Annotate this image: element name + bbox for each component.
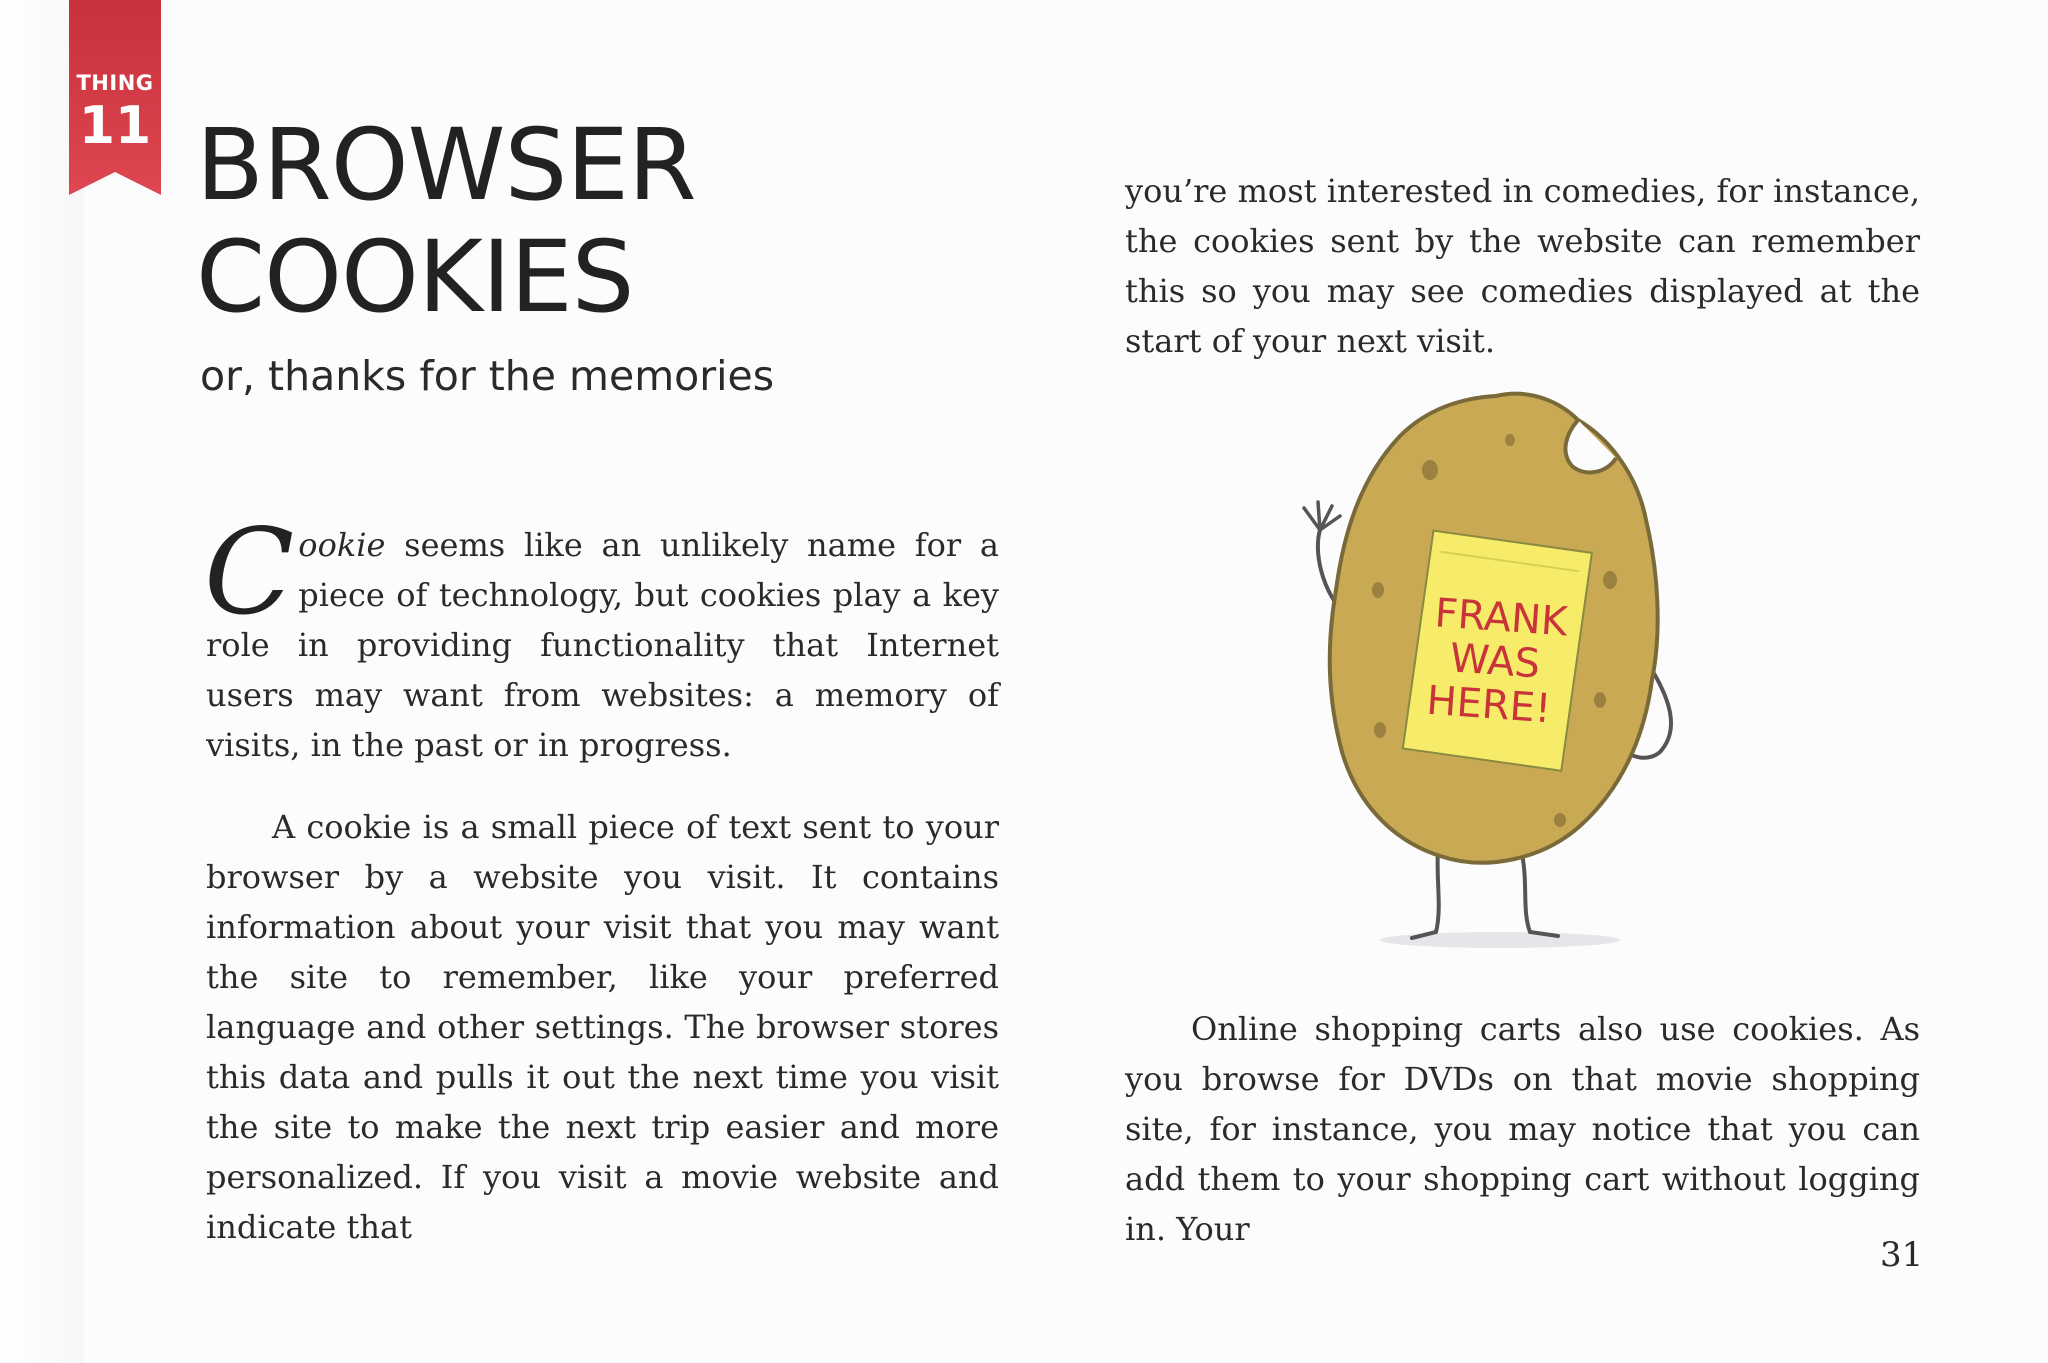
paragraph-3: you’re most interested in comedies, for instance, the cookies sent by the website can remember this so you may see comedies displayed at the start of your next visit. [1125,172,1920,360]
chapter-subtitle: or, thanks for the memories [200,352,775,400]
ribbon-number: 11 [78,96,152,156]
cookie-character-drawing [1260,380,1740,970]
paragraph-1-text: seems like an unlikely name for a piece of technology, but cookies play a key role in providing functionality that Internet users may want from websites: a memory of visits, in the past or in progress. [206,526,999,764]
left-column [204,503,999,1252]
chapter-title-line1: BROWSER [196,108,696,223]
ribbon-label: THING [76,71,154,95]
note-text-line1: FRANK [1433,590,1569,646]
lead-italic-word: ookie [298,526,386,564]
chapter-ribbon [69,0,161,195]
note-text-line2: WAS [1448,635,1542,688]
page-edge-shade [0,0,84,1363]
paragraph-1 [204,503,999,770]
chapter-title [196,110,696,334]
paragraph-2: A cookie is a small piece of text sent to your browser by a website you visit. It contains information about your visit that you may want the site to remember, like your preferred language and other settings. The browser stores this data and pulls it out the next time you visit the site to make the next trip easier and more personalized. If you visit a movie website and indicate that [206,808,999,1246]
cookie-character-illustration [1260,380,1740,970]
note-text-line3: HERE! [1425,677,1553,733]
page-number: 31 [1880,1235,1924,1275]
drop-cap: C [204,503,295,641]
paragraph-4: Online shopping carts also use cookies. As you browse for DVDs on that movie shopping site, for instance, you may notice that you can add them to your shopping cart without logging in. Your [1125,1010,1920,1248]
chapter-title-line2: COOKIES [196,220,634,335]
